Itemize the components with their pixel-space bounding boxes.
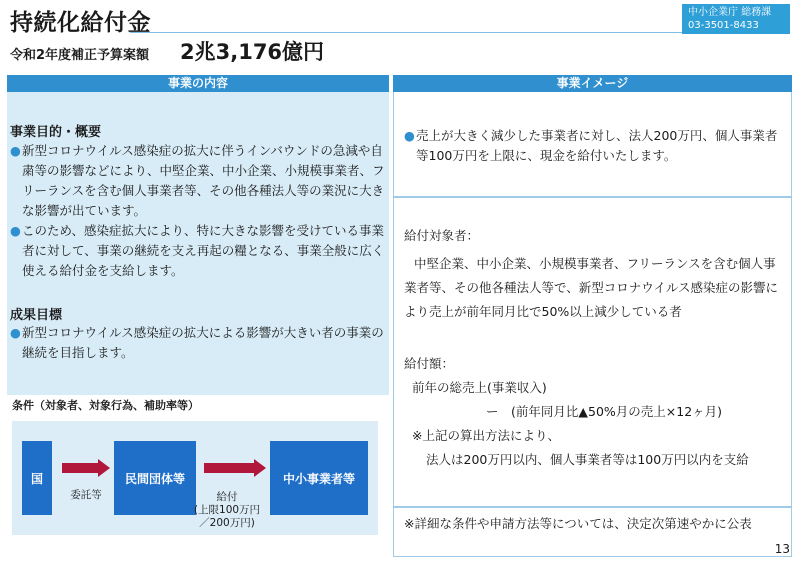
right-divider-2 (393, 506, 792, 508)
amount-section (404, 352, 788, 472)
agency-name: 中小企業庁 総務課 (688, 7, 772, 18)
purpose-bullet-1: ● 新型コロナウイルス感染症の拡大に伴うインバウンドの急減や自粛等の影響などにより、中堅企業、中小企業、小規模事業者、フリーランスを含む個人事業者等、その他各種法人等の業況に大きな影響が出ています。 (10, 143, 385, 218)
flow-node-private-org: 民間団体等 (114, 441, 196, 515)
footer-note: ※詳細な条件や申請方法等については、決定次第速やかに公表 (404, 516, 752, 531)
page-number: 13 (774, 542, 790, 556)
flow-node-sme: 中小事業者等 (270, 441, 368, 515)
flow-diagram (12, 421, 378, 535)
business-content-header: 事業の内容 (7, 75, 389, 92)
purpose-heading: 事業目的・概要 (10, 125, 102, 140)
amount-line-2: ー (前年同月比▲50%月の売上×12ヶ月) (486, 404, 723, 419)
budget-value: 2兆3,176億円 (180, 40, 325, 64)
outcome-bullet-1: ● 新型コロナウイルス感染症の拡大による影響が大きい者の事業の継続を目指します。 (10, 325, 384, 360)
target-text-1: 中堅企業、中小企業、小規模事業者、フリーランスを含む個人事 (414, 256, 776, 271)
bullet-dot-icon: ● (404, 128, 415, 143)
target-heading: 給付対象者： (404, 228, 480, 243)
target-section (404, 224, 788, 324)
flow-arrow-2-label: 給付 (上限100万円 ／200万円) (193, 491, 261, 529)
bullet-dot-icon: ● (10, 325, 21, 340)
bullet-dot-icon: ● (10, 223, 21, 238)
flow-arrow-1-label: 委託等 (70, 489, 102, 501)
flow-arrow-1 (62, 459, 110, 477)
right-divider-1 (393, 196, 792, 198)
condition-heading: 条件（対象者、対象行為、補助率等） (12, 399, 199, 412)
amount-note-2: 法人は200万円以内、個人事業者等は100万円以内を支給 (426, 452, 749, 467)
agency-phone: 03-3501-8433 (688, 20, 759, 31)
purpose-bullet-2: ● このため、感染症拡大により、特に大きな影響を受けている事業者に対して、事業の継続を支え再起の糧となる、事業全般に広く使える給付金を支給します。 (10, 223, 385, 278)
agency-contact-box (682, 4, 790, 34)
image-intro-bullet: ● 売上が大きく減少した事業者に対し、法人200万円、個人事業者等100万円を上限に、現金を給付いたします。 (404, 128, 778, 163)
business-content-panel (7, 75, 389, 395)
page-title: 持続化給付金 (10, 10, 151, 36)
flow-arrow-2 (204, 459, 266, 477)
target-text-3: より売上が前年同月比で50%以上減少している者 (404, 304, 682, 319)
outcome-heading: 成果目標 (10, 308, 63, 323)
amount-heading: 給付額： (404, 356, 455, 371)
title-underline (130, 32, 682, 33)
target-text-2: 業者等、その他各種法人等で、新型コロナウイルス感染症の影響に (404, 280, 779, 295)
business-image-header: 事業イメージ (393, 75, 792, 92)
amount-note-1: ※上記の算出方法により、 (412, 428, 560, 443)
budget-label: 令和2年度補正予算案額 (10, 48, 150, 63)
bullet-dot-icon: ● (10, 143, 21, 158)
amount-line-1: 前年の総売上(事業収入) (412, 380, 547, 395)
flow-node-government: 国 (22, 441, 52, 515)
